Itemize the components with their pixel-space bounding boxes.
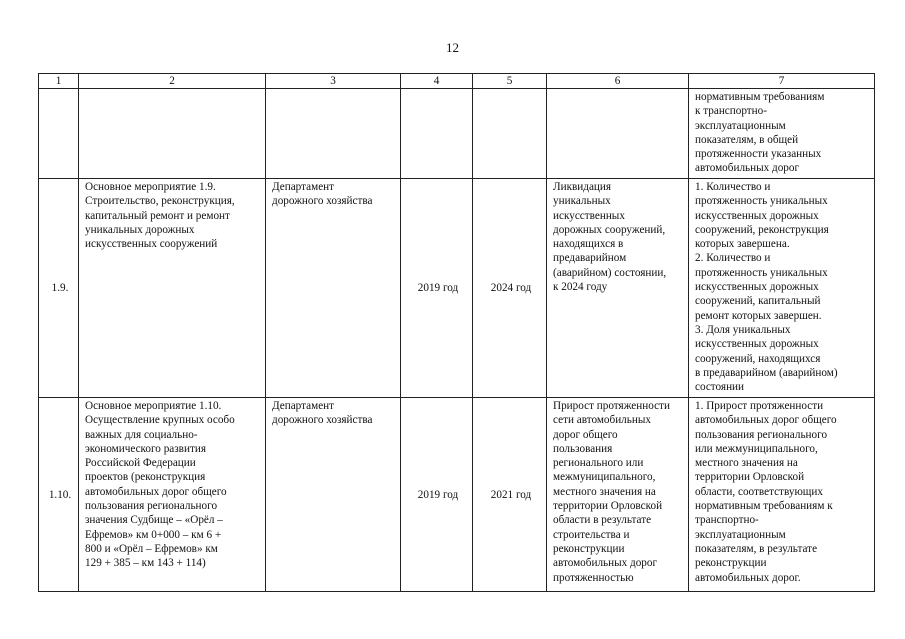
measure-number-cell [39,89,79,179]
table-row [39,398,875,592]
end-year-cell [473,89,547,179]
cell-line: протяженность уникальных [695,195,828,208]
header-row [39,74,875,89]
measures-table [38,73,875,592]
cell-line: 1. Количество и [695,181,771,193]
cell-line: находящихся в [553,238,624,251]
header-cell: 1 [39,74,79,89]
cell-line: дорожного хозяйства [272,195,373,208]
cell-line: Ликвидация [553,181,612,193]
cell-line: важных для социально- [85,428,198,441]
cell-line: дорожных сооружений, [553,223,666,236]
cell-line: сети автомобильных [553,414,651,427]
table-row [39,179,875,398]
cell-line: капитальный ремонт и ремонт [85,209,230,222]
cell-line: сооружений, капитальный [695,295,821,308]
cell-line: автомобильных дорог. [695,571,801,584]
cell-line: искусственных дорожных [695,338,819,351]
cell-line: Основное мероприятие 1.9. [85,181,216,193]
cell-line: межмуниципального, [553,471,656,484]
end-year-cell: 2024 год [473,179,547,398]
cell-line: искусственных [553,209,625,222]
cell-line: пользования [553,442,613,455]
cell-line: проектов (реконструкция [85,471,206,484]
cell-line: показателям, в общей [695,133,799,146]
cell-line: ремонт которых завершен. [695,309,822,322]
cell-line: сооружений, находящихся [695,352,821,365]
executor-cell [266,89,401,179]
cell-line: уникальных [553,195,611,208]
cell-line: Основное мероприятие 1.10. [85,400,222,412]
header-cell: 6 [547,74,689,89]
cell-line: 2. Количество и [695,252,771,265]
header-cell: 5 [473,74,547,89]
cell-line: эксплуатационным [695,119,786,132]
cell-line: территории Орловской [553,500,663,513]
start-year-cell: 2019 год [401,179,473,398]
cell-line: эксплуатационным [695,528,786,541]
cell-line: автомобильных дорог [695,162,800,175]
header-cell: 3 [266,74,401,89]
measure-title-cell [79,398,266,592]
cell-line: 129 + 385 – км 143 + 114) [85,557,206,570]
header-cell: 4 [401,74,473,89]
cell-line: автомобильных дорог общего [85,485,227,498]
cell-line: местного значения на [695,457,798,470]
cell-line: пользования регионального [695,428,828,441]
end-year-cell: 2021 год [473,398,547,592]
measure-title-cell [79,89,266,179]
cell-line: искусственных дорожных [695,209,819,222]
cell-line: значения Судбище – «Орёл – [85,514,223,527]
cell-line: Ефремов» км 0+000 – км 6 + [85,528,222,541]
cell-line: к 2024 году [553,281,608,294]
cell-line: нормативным требованиям [695,91,825,103]
cell-line: которых завершена. [695,238,790,251]
cell-line: в предаварийном (аварийном) [695,366,838,379]
cell-line: искусственных сооружений [85,238,218,251]
cell-line: транспортно- [695,514,759,527]
executor-cell [266,179,401,398]
cell-line: уникальных дорожных [85,223,195,236]
cell-line: области, соответствующих [695,485,823,498]
start-year-cell [401,89,473,179]
cell-line: местного значения на [553,485,656,498]
executor-cell [266,398,401,592]
cell-line: Осуществление крупных особо [85,414,235,427]
measure-number-cell: 1.10. [39,398,79,592]
cell-line: состоянии [695,381,745,394]
cell-line: Прирост протяженности [553,400,670,412]
page-number: 12 [446,40,459,55]
cell-line: пользования регионального [85,500,218,513]
cell-line: экономического развития [85,442,206,455]
cell-line: нормативным требованиям к [695,500,833,513]
cell-line: протяженностью [553,571,634,584]
cell-line: регионального или [553,457,644,470]
cell-line: реконструкции [695,557,767,570]
header-cell: 2 [79,74,266,89]
cell-line: Строительство, реконструкция, [85,195,235,208]
cell-line: сооружений, реконструкция [695,223,829,236]
cell-line: протяженность уникальных [695,266,828,279]
cell-line: предаварийном [553,252,627,265]
cell-line: территории Орловской [695,471,805,484]
cell-line: искусственных дорожных [695,281,819,294]
cell-line: области в результате [553,514,652,527]
cell-line: дорог общего [553,428,618,441]
start-year-cell: 2019 год [401,398,473,592]
cell-line: протяженности указанных [695,148,822,161]
expected-result-cell [547,89,689,179]
indicators-cell [689,179,875,398]
cell-line: 3. Доля уникальных [695,323,791,336]
cell-line: автомобильных дорог [553,557,658,570]
cell-line: к транспортно- [695,105,767,118]
cell-line: Департамент [272,400,335,412]
measure-title-cell [79,179,266,398]
cell-line: показателям, в результате [695,542,818,555]
cell-line: 800 и «Орёл – Ефремов» км [85,542,218,555]
expected-result-cell [547,398,689,592]
cell-line: (аварийном) состоянии, [553,266,667,279]
indicators-cell [689,398,875,592]
table-row [39,89,875,179]
cell-line: 1. Прирост протяженности [695,400,824,412]
cell-line: дорожного хозяйства [272,414,373,427]
indicators-cell [689,89,875,179]
expected-result-cell [547,179,689,398]
header-cell: 7 [689,74,875,89]
cell-line: или межмуниципального, [695,442,818,455]
cell-line: автомобильных дорог общего [695,414,837,427]
cell-line: реконструкции [553,542,625,555]
cell-line: строительства и [553,528,630,541]
cell-line: Департамент [272,181,335,193]
cell-line: Российской Федерации [85,457,196,470]
measure-number-cell: 1.9. [39,179,79,398]
